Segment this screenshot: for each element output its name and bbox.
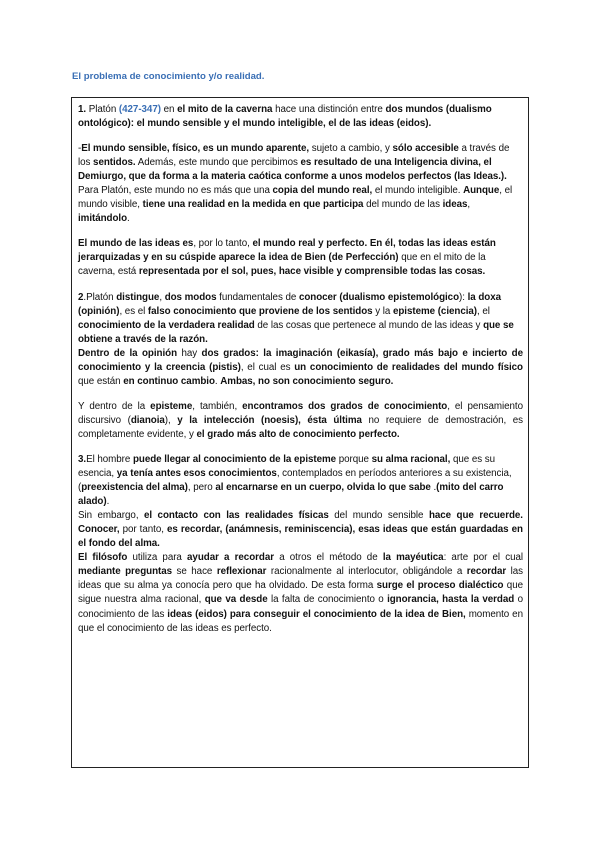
text-run: recordar [466, 566, 507, 578]
text-run: mediante preguntas [78, 566, 173, 578]
text-run: la doxa (opinión) [78, 291, 501, 317]
text-run: , también, [192, 400, 243, 412]
text-run: Aunque [463, 185, 500, 197]
text-run: sujeto a cambio, y [309, 143, 393, 155]
text-run: Y dentro de la [78, 400, 151, 412]
text-run: El filósofo [78, 552, 128, 564]
text-run: su alma racional, [371, 453, 451, 465]
text-run: , [159, 291, 165, 303]
paragraph-5 [78, 347, 523, 389]
text-run: . [106, 496, 110, 508]
text-run: , por lo tanto, [193, 238, 253, 250]
text-run: (mito del carro alado) [78, 482, 504, 508]
text-run: la mayéutica [382, 552, 444, 564]
text-run: hace una distinción entre [272, 104, 386, 115]
text-run: es recordar, (anámnesis, reminiscencia), esas ideas que están guardadas en el fondo del alma. [78, 524, 523, 550]
text-run: ignorancia, hasta la verdad [387, 594, 515, 606]
text-run: un conocimiento de realidades del mundo físico [294, 361, 523, 373]
text-run: Platón [86, 104, 119, 115]
text-run: reflexionar [216, 566, 267, 578]
page-title: El problema de conocimiento y/o realidad. [72, 71, 265, 82]
text-run: o conocimiento de las [78, 594, 523, 620]
text-run: : arte por el cual [443, 552, 524, 564]
text-run: .Platón [83, 291, 117, 303]
text-run: Además, este mundo que percibimos [135, 157, 301, 169]
text-run: el grado más alto de conocimiento perfecto. [196, 428, 400, 440]
paragraph-6 [78, 400, 523, 442]
text-run: surge el proceso dialéctico [376, 580, 504, 592]
text-run: sentidos. [93, 157, 136, 169]
text-run: El mundo sensible, físico, es un mundo aparente, [81, 143, 310, 155]
text-run: ya tenía antes esos conocimientos [116, 468, 277, 480]
paragraph-3 [78, 237, 523, 279]
text-run: el mundo inteligible. [372, 185, 464, 197]
text-run: falso conocimiento que proviene de los sentidos [147, 305, 373, 317]
text-run: utiliza para [127, 552, 188, 564]
text-run: de las cosas que pertenece al mundo de las ideas y [254, 319, 484, 331]
text-run: dos mundos (dualismo ontológico): el mundo sensible y el mundo inteligible, el de las ideas (eidos). [78, 104, 492, 130]
text-run: por tanto, [119, 524, 167, 536]
text-run: representada por el sol, pues, hace visible y comprensible todas las cosas. [138, 266, 486, 278]
text-run: Ambas, no son conocimiento seguro. [220, 375, 394, 387]
text-run: porque [336, 453, 372, 465]
text-run: conocer (dualismo epistemológico [298, 291, 460, 303]
text-run: hace que recuerde. Conocer, [78, 510, 523, 536]
text-run: sólo accesible [392, 143, 459, 155]
paragraph-2 [78, 142, 523, 226]
text-run: 2 [78, 291, 84, 303]
text-run: las ideas que su alma ya conocía pero que ha olvidado. De esta forma [78, 566, 524, 592]
text-run: del mundo sensible [328, 510, 429, 522]
text-run: dianoia [130, 414, 165, 426]
text-run: se hace [172, 566, 217, 578]
text-run: en [160, 104, 178, 115]
text-run: a través de los [78, 143, 510, 169]
paragraph-7 [78, 453, 523, 509]
text-run: - [78, 143, 82, 155]
text-run: del mundo de las [363, 199, 443, 211]
text-run: que sigue nuestra alma racional, [78, 580, 524, 606]
text-run: . [214, 375, 221, 387]
text-run: episteme (ciencia) [392, 305, 478, 317]
text-run: , [467, 199, 471, 211]
text-run: que va desde [204, 594, 268, 606]
text-run: , es el [119, 305, 148, 317]
text-run: conocimiento de la verdadera realidad [78, 319, 255, 331]
text-run: El hombre [86, 453, 133, 465]
text-run: en continuo cambio [123, 375, 215, 387]
text-run: encontramos dos grados de conocimiento [242, 400, 448, 412]
text-run: episteme [150, 400, 193, 412]
text-run: fundamentales de [216, 291, 299, 303]
text-run: distingue [116, 291, 160, 303]
text-run: al encarnarse en un cuerpo, olvida lo que sabe [215, 482, 431, 494]
text-run: el contacto con las realidades físicas [143, 510, 329, 522]
text-run: , pero [187, 482, 216, 494]
text-run: El mundo de las ideas es [78, 238, 194, 250]
years-label: (427-347) [118, 104, 161, 115]
text-run: ideas (eidos) para conseguir el conocimiento de la idea de Bien, [167, 608, 466, 620]
text-run: y la intelección (noesis), ésta última [177, 414, 362, 426]
text-run: que en el mito de la caverna, está [78, 252, 486, 278]
paragraph-1 [78, 103, 523, 131]
text-run: ), [164, 414, 178, 426]
text-run: que es su esencia, [78, 453, 495, 480]
text-run: Para Platón, este mundo no es más que una [78, 185, 273, 197]
text-run: copia del mundo real, [272, 185, 373, 197]
text-run: . [430, 482, 437, 494]
text-run: dos modos [164, 291, 217, 303]
text-run: preexistencia del alma) [81, 482, 188, 494]
text-run: y la [372, 305, 393, 317]
text-run: no requiere de demostración, es completamente evidente, y [78, 414, 523, 440]
text-run: a otros el método de [274, 552, 383, 564]
text-run: Sin embargo, [78, 510, 144, 522]
text-run: la falta de conocimiento o [267, 594, 388, 606]
text-run: ayudar a recordar [187, 552, 274, 564]
text-run: racionalmente al interlocutor, obligándole a [266, 566, 467, 578]
text-run: que están [78, 375, 124, 387]
text-run: que se obtiene a través de la razón. [78, 319, 514, 345]
text-run: puede llegar al conocimiento de la episteme [132, 453, 337, 465]
text-run: , el mundo visible, [78, 185, 513, 211]
text-run: , el pensamiento discursivo ( [78, 400, 523, 426]
text-run: ideas [442, 199, 468, 211]
paragraph-4 [78, 291, 523, 347]
text-run: el mundo real y perfecto. En él, todas las ideas están jerarquizadas y en su cúspide aparece la idea de Bien (de Perfección) [78, 238, 496, 264]
text-run: ): [459, 291, 468, 303]
content-box [71, 97, 529, 768]
text-run: 1. [78, 104, 87, 115]
text-run: hay [177, 347, 202, 359]
text-run: Dentro de la opinión [78, 347, 178, 359]
text-run: imitándolo [78, 213, 128, 225]
text-run: , contemplados en períodos anteriores a su existencia, ( [78, 468, 512, 494]
text-run: 3. [78, 453, 87, 465]
text-run: tiene una realidad en la medida en que participa [142, 199, 364, 211]
text-run: dos grados: la imaginación (eikasía), grado más bajo e incierto de conocimiento y la creencia (pistis) [78, 347, 523, 373]
text-run: momento en que el conocimiento de las ideas es perfecto. [78, 608, 523, 634]
paragraph-9 [78, 551, 523, 635]
text-run: el mito de la caverna [177, 104, 273, 115]
text-run: . [127, 213, 130, 225]
text-run: , el cual es [240, 361, 295, 373]
paragraph-8 [78, 509, 523, 551]
text-run: es resultado de una Inteligencia divina, el Demiurgo, que da forma a la materia caótica conforme a unos modelos perfectos (las Ideas.). [78, 157, 507, 183]
text-run: , el [477, 305, 490, 317]
